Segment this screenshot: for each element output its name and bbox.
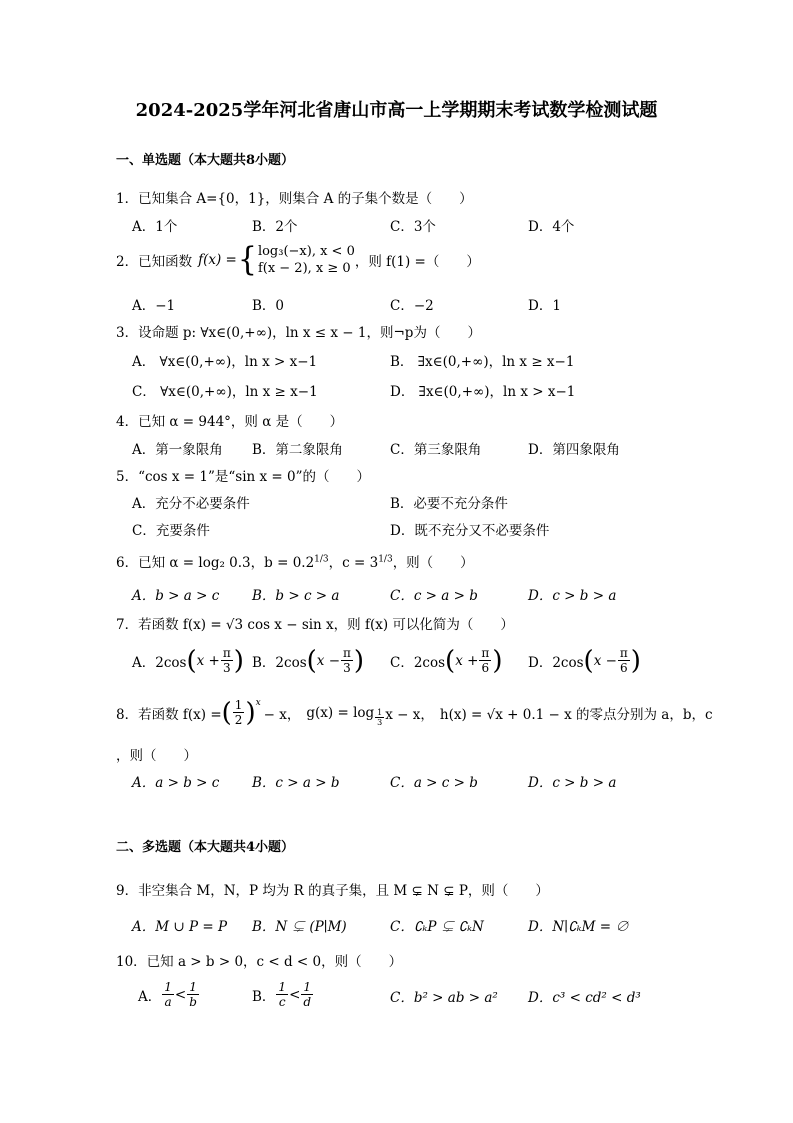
q7-d-expr: x − [593, 652, 617, 669]
q8-log-base-num: 1 [377, 708, 383, 717]
q2-cases [258, 243, 355, 277]
q5-option-a[interactable]: A．充分不必要条件 [132, 496, 250, 512]
q7-option-b[interactable] [252, 646, 364, 675]
q3-option-a[interactable]: A． ∀x∈(0,+∞)，ln x > x−1 [132, 354, 318, 370]
q2-number: 2．已知函数 [116, 254, 193, 270]
q8-option-b[interactable]: B．c > a > b [252, 775, 340, 791]
q10-a-num-1: 1 [164, 980, 172, 994]
question-9-stem: 9．非空集合 M，N，P 均为 R 的真子集，且 M ⊊ N ⊊ P，则（ ） [116, 883, 549, 899]
q7-b-num: π [343, 646, 351, 660]
q5-option-c[interactable]: C．充要条件 [132, 523, 210, 539]
q7-d-frac [618, 646, 630, 675]
q7-c-num: π [481, 646, 490, 660]
q7-c-frac [479, 646, 491, 675]
q7-option-d[interactable] [528, 646, 641, 675]
question-7-stem: 7．若函数 f(x) = √3 cos x − sin x，则 f(x) 可以化简为（ ） [116, 617, 514, 633]
q8-exponent: x [255, 698, 261, 708]
q7-a-num: π [222, 646, 231, 660]
q2-option-a[interactable]: A．−1 [132, 298, 176, 314]
q9-option-a[interactable]: A．M ∪ P = P [132, 919, 228, 935]
q7-b-den: 3 [343, 661, 351, 675]
q10-a-den-2: b [189, 995, 197, 1009]
q4-option-d[interactable]: D．第四象限角 [528, 442, 620, 458]
q7-option-c[interactable] [390, 646, 502, 675]
section-multi-choice: 二、多选题（本大题共4小题） [116, 840, 295, 855]
q2-brace: { [237, 240, 257, 279]
q7-a-label: A．2cos [132, 654, 187, 671]
q2-option-d[interactable]: D．1 [528, 298, 561, 314]
q10-option-b[interactable] [252, 980, 314, 1009]
q10-option-c[interactable]: C．b² > ab > a² [390, 990, 498, 1006]
q4-option-a[interactable]: A．第一象限角 [132, 442, 223, 458]
q7-b-expr: x − [316, 652, 341, 669]
q10-b-num-1: 1 [278, 980, 287, 994]
q10-a-num-2: 1 [189, 980, 197, 994]
q10-a-lt: < [174, 986, 187, 1003]
q8-part-1: 8．若函数 f(x) = [116, 706, 222, 723]
q6-option-d[interactable]: D．c > b > a [528, 588, 617, 604]
q7-a-frac [221, 646, 233, 675]
q10-a-den-1: a [164, 995, 172, 1009]
q9-option-d[interactable]: D．N∣∁ₖM = ∅ [528, 919, 629, 935]
q6-part-2: b = 0.2 [264, 555, 315, 571]
q5-option-b[interactable]: B．必要不充分条件 [390, 496, 508, 512]
q8-part-2: − x， [263, 706, 301, 723]
q9-option-b[interactable]: B．N ⊊ (P∣M) [252, 919, 347, 935]
question-6-stem [116, 551, 474, 571]
q10-b-frac-1 [276, 980, 288, 1009]
q7-option-a[interactable] [132, 646, 244, 675]
q6-part-1: 6．已知 α = log₂ 0.3， [116, 555, 265, 571]
q8-option-d[interactable]: D．c > b > a [528, 775, 617, 791]
question-3-stem: 3．设命题 p: ∀x∈(0,+∞)，ln x ≤ x − 1，则¬p为（ ） [116, 325, 481, 341]
q1-option-a[interactable]: A．1个 [132, 219, 178, 235]
q7-a-rparen: ) [233, 645, 244, 676]
q6-option-b[interactable]: B．b > c > a [252, 588, 340, 604]
q7-c-den: 6 [481, 661, 490, 675]
question-2-stem [116, 240, 480, 279]
q1-option-d[interactable]: D．4个 [528, 219, 575, 235]
q7-a-lparen: ( [186, 645, 197, 676]
q6-option-c[interactable]: C．c > a > b [390, 588, 478, 604]
q10-a-label: A． [138, 988, 162, 1005]
q6-exp-c: 1/3 [378, 554, 393, 565]
question-4-stem: 4．已知 α = 944°，则 α 是（ ） [116, 414, 344, 430]
q3-option-d[interactable]: D． ∃x∈(0,+∞)，ln x > x−1 [390, 384, 576, 400]
section-single-choice: 一、单选题（本大题共8小题） [116, 153, 295, 168]
q6-exp-b: 1/3 [314, 554, 329, 565]
q7-b-label: B．2cos [252, 654, 307, 671]
q7-d-num: π [619, 646, 628, 660]
q8-part-3: g(x) = log [306, 704, 375, 721]
question-8-stem [116, 698, 713, 727]
question-8-continuation: ，则（ ） [116, 748, 197, 764]
q7-d-den: 6 [620, 661, 628, 675]
question-10-stem: 10．已知 a > b > 0，c < d < 0，则（ ） [116, 954, 403, 970]
q6-part-4: ，则（ ） [392, 555, 474, 571]
q8-log-base-den: 3 [377, 718, 383, 727]
q10-option-d[interactable]: D．c³ < cd² < d³ [528, 990, 641, 1006]
q3-option-c[interactable]: C． ∀x∈(0,+∞)，ln x ≥ x−1 [132, 384, 318, 400]
q2-case-2: f(x − 2), x ≥ 0 [257, 261, 351, 276]
q9-option-c[interactable]: C．∁ₖP ⊊ ∁ₖN [390, 919, 484, 935]
q7-d-label: D．2cos [528, 654, 584, 671]
q7-a-expr: x + [196, 652, 220, 669]
q7-b-frac [341, 646, 353, 675]
q8-lparen: ( [221, 697, 232, 728]
q2-option-c[interactable]: C．−2 [390, 298, 434, 314]
q8-part-4: x − x， [385, 706, 434, 723]
q10-b-num-2: 1 [303, 980, 312, 994]
question-1-stem: 1．已知集合 A={0，1}，则集合 A 的子集个数是（ ） [116, 191, 473, 207]
q3-option-b[interactable]: B． ∃x∈(0,+∞)，ln x ≥ x−1 [390, 354, 575, 370]
q7-a-den: 3 [222, 661, 231, 675]
q2-function: f(x) = [198, 252, 237, 268]
q8-option-c[interactable]: C．a > c > b [390, 775, 478, 791]
q8-part-5: h(x) = √x + 0.1 − x 的零点分别为 a，b，c [439, 706, 713, 723]
q10-b-den-1: c [278, 995, 286, 1009]
q8-option-a[interactable]: A．a > b > c [132, 775, 220, 791]
q2-tail: ，则 f(1) =（ ） [354, 254, 480, 270]
q6-option-a[interactable]: A．b > a > c [132, 588, 220, 604]
q8-log-base [375, 708, 384, 727]
q6-part-3: ，c = 3 [328, 555, 379, 571]
q8-rparen: ) [245, 697, 256, 728]
q8-den: 2 [234, 713, 243, 727]
q10-a-frac-1 [162, 980, 174, 1009]
q10-b-frac-2 [301, 980, 313, 1009]
q10-a-frac-2 [187, 980, 199, 1009]
page-title: 2024-2025学年河北省唐山市高一上学期期末考试数学检测试题 [135, 100, 658, 121]
q10-b-label: B． [252, 988, 276, 1005]
q10-b-den-2: d [303, 995, 312, 1009]
q8-num: 1 [234, 698, 243, 712]
q7-c-lparen: ( [445, 645, 456, 676]
q4-option-b[interactable]: B．第二象限角 [252, 442, 343, 458]
q2-case-1: log₃(−x), x < 0 [257, 244, 355, 259]
q7-c-label: C．2cos [390, 654, 446, 671]
q7-c-rparen: ) [492, 645, 503, 676]
q7-d-lparen: ( [583, 645, 594, 676]
q1-option-c[interactable]: C．3个 [390, 219, 436, 235]
q7-c-expr: x + [455, 652, 479, 669]
q10-option-a[interactable] [138, 980, 200, 1009]
q7-d-rparen: ) [630, 645, 641, 676]
q10-b-lt: < [289, 986, 301, 1003]
q7-b-lparen: ( [306, 645, 317, 676]
question-5-stem: 5．“cos x = 1”是“sin x = 0”的（ ） [116, 469, 371, 485]
q4-option-c[interactable]: C．第三象限角 [390, 442, 482, 458]
q5-option-d[interactable]: D．既不充分又不必要条件 [390, 523, 550, 539]
q8-frac [233, 698, 245, 727]
q1-option-b[interactable]: B．2个 [252, 219, 298, 235]
q7-b-rparen: ) [353, 645, 365, 676]
q2-option-b[interactable]: B．0 [252, 298, 285, 314]
